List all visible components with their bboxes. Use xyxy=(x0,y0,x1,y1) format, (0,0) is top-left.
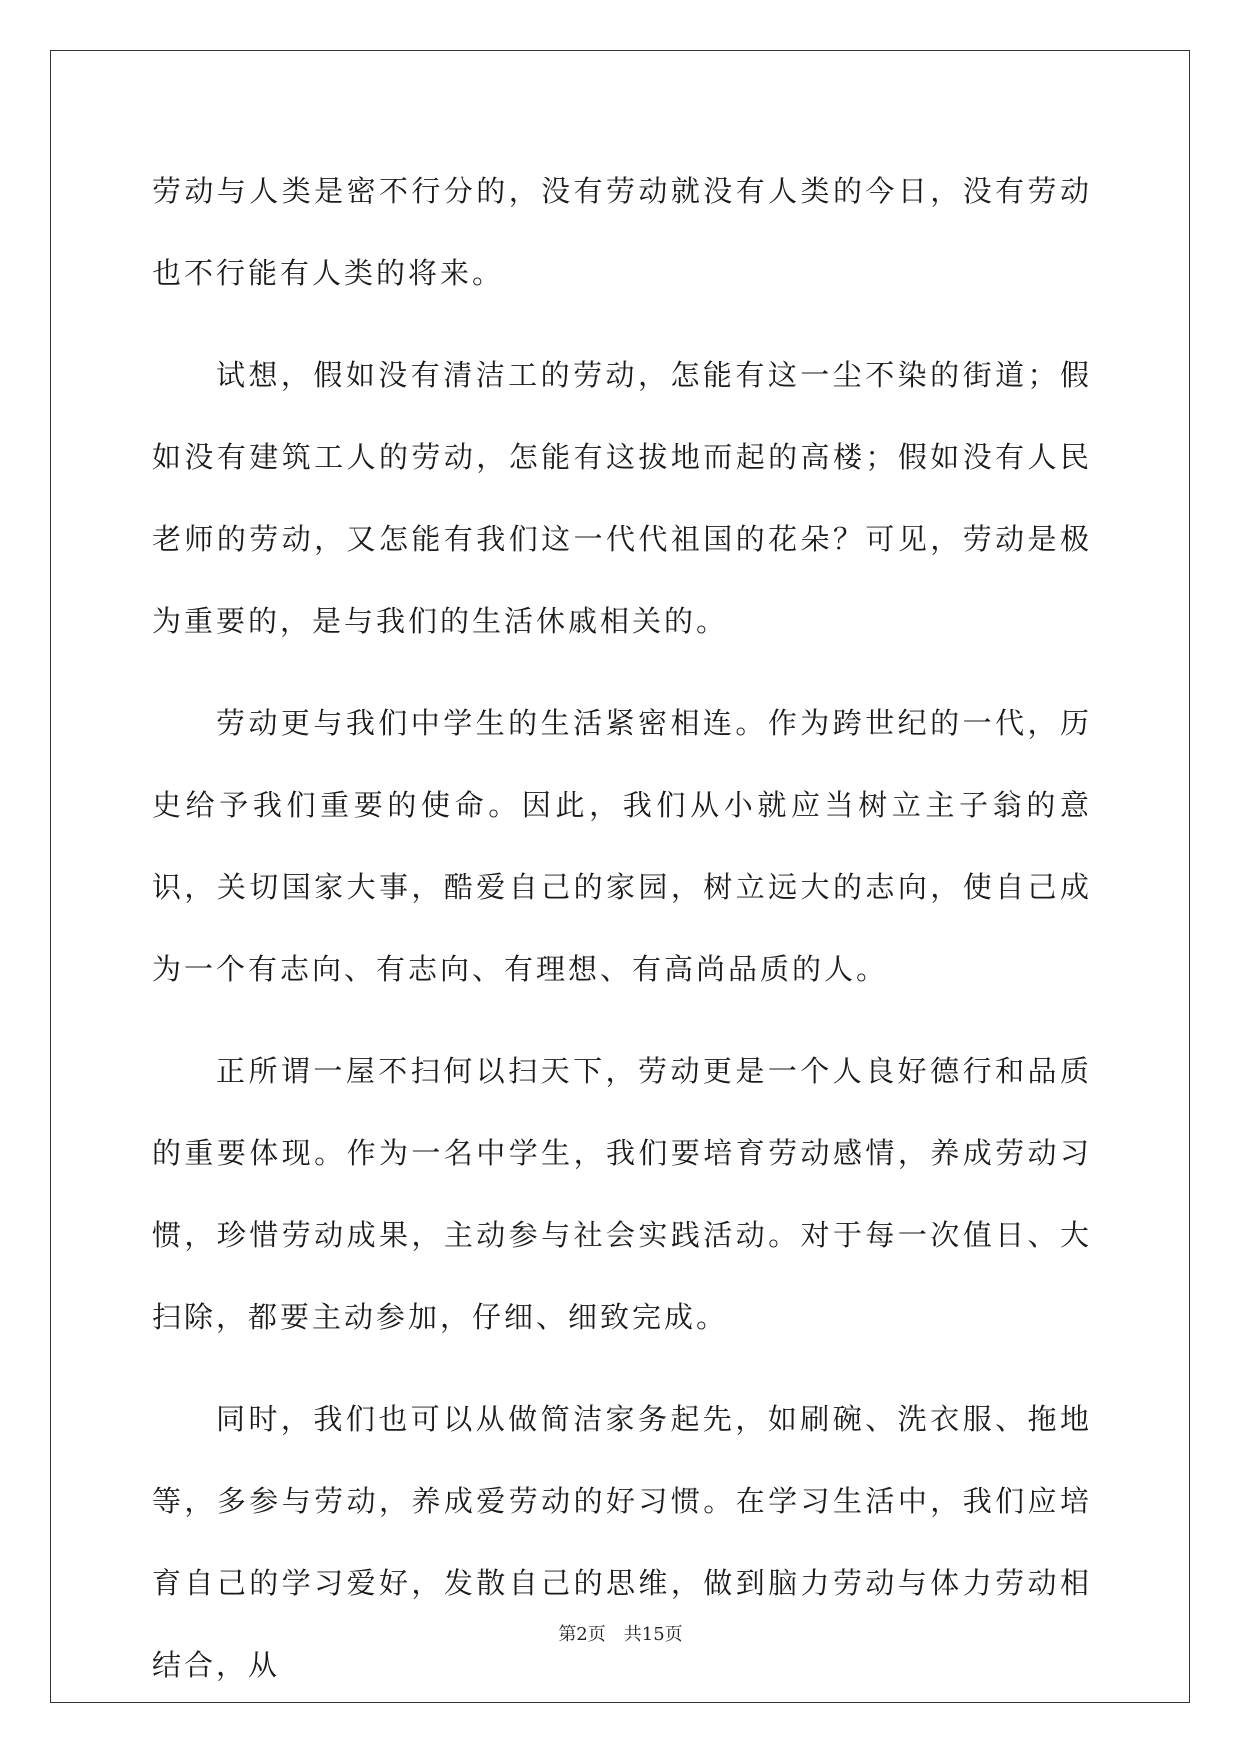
document-body xyxy=(152,150,1092,1726)
paragraph-5: 同时，我们也可以从做简洁家务起先，如刷碗、洗衣服、拖地等，多参与劳动，养成爱劳动的好习惯。在学习生活中，我们应培育自己的学习爱好，发散自己的思维，做到脑力劳动与体力劳动相结合，从 xyxy=(152,1402,1092,1682)
paragraph-2: 试想，假如没有清洁工的劳动，怎能有这一尘不染的街道；假如没有建筑工人的劳动，怎能有这拔地而起的高楼；假如没有人民老师的劳动，又怎能有我们这一代代祖国的花朵？可见，劳动是极为重要的，是与我们的生活休戚相关的。 xyxy=(152,358,1092,638)
paragraph-4: 正所谓一屋不扫何以扫天下，劳动更是一个人良好德行和品质的重要体现。作为一名中学生，我们要培育劳动感情，养成劳动习惯，珍惜劳动成果，主动参与社会实践活动。对于每一次值日、大扫除，都要主动参加，仔细、细致完成。 xyxy=(152,1054,1092,1334)
paragraph-1: 劳动与人类是密不行分的，没有劳动就没有人类的今日，没有劳动也不行能有人类的将来。 xyxy=(152,174,1092,290)
paragraph-3: 劳动更与我们中学生的生活紧密相连。作为跨世纪的一代，历史给予我们重要的使命。因此，我们从小就应当树立主子翁的意识，关切国家大事，酷爱自己的家园，树立远大的志向，使自己成为一个有志向、有志向、有理想、有高尚品质的人。 xyxy=(152,706,1092,986)
page-number-footer: 第2页 共15页 xyxy=(558,1624,683,1645)
